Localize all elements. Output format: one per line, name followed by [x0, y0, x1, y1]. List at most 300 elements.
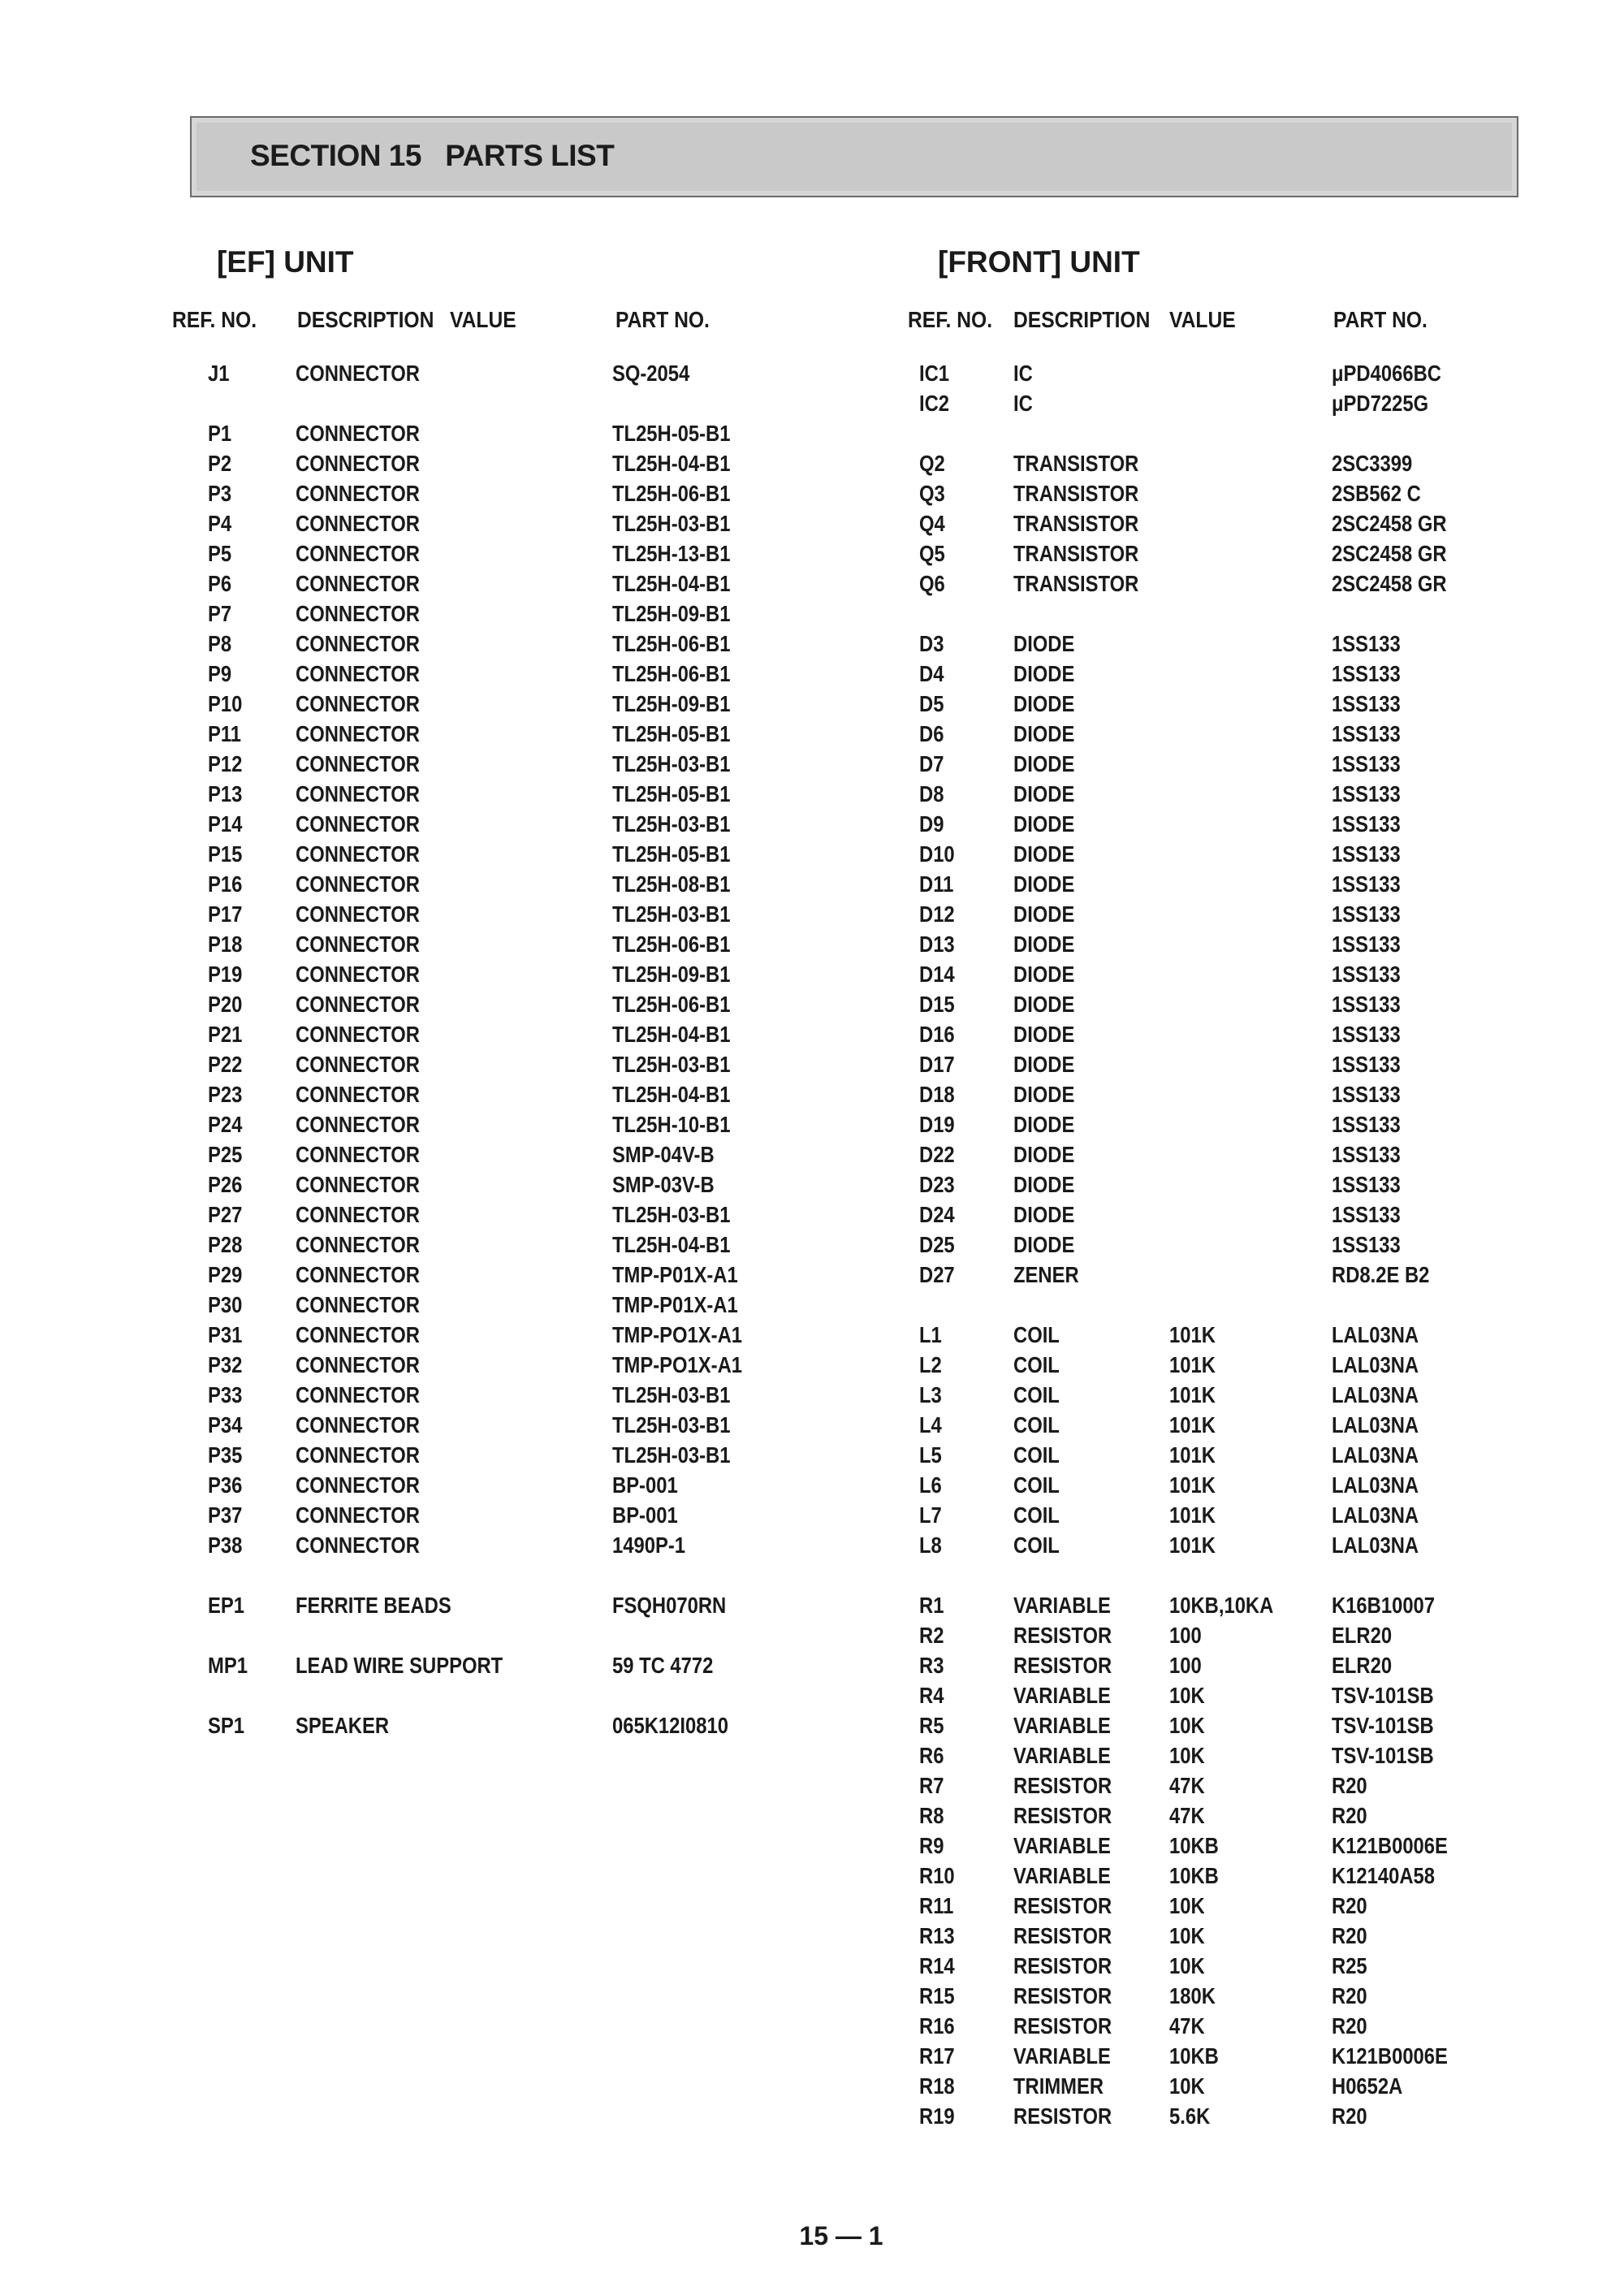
- description-cell: COIL: [1013, 1412, 1060, 1437]
- part-number-cell: 1SS133: [1332, 781, 1401, 806]
- value-cell: 47K: [1169, 1773, 1205, 1798]
- ref-cell: L4: [919, 1412, 942, 1437]
- description-cell: CONNECTOR: [296, 1232, 420, 1257]
- description-cell: TRIMMER: [1013, 2073, 1104, 2099]
- front-header-part: PART NO.: [1333, 307, 1427, 332]
- value-cell: 180K: [1169, 1983, 1216, 2008]
- part-number-cell: LAL03NA: [1332, 1382, 1419, 1407]
- value-cell: 10K: [1169, 1743, 1205, 1768]
- description-cell: CONNECTOR: [296, 1382, 420, 1407]
- ref-cell: Q4: [919, 511, 945, 536]
- part-number-cell: 1SS133: [1332, 1232, 1401, 1257]
- description-cell: CONNECTOR: [296, 421, 420, 446]
- part-number-cell: TSV-101SB: [1332, 1743, 1434, 1768]
- description-cell: RESISTOR: [1013, 1653, 1112, 1678]
- part-number-cell: TSV-101SB: [1332, 1713, 1434, 1738]
- description-cell: LEAD WIRE SUPPORT: [296, 1653, 503, 1678]
- value-cell: 101K: [1169, 1533, 1216, 1558]
- part-number-cell: 1SS133: [1332, 1082, 1401, 1107]
- description-cell: RESISTOR: [1013, 1893, 1112, 1918]
- value-cell: 10K: [1169, 2073, 1205, 2099]
- part-number-cell: μPD4066BC: [1332, 361, 1441, 386]
- part-number-cell: TL25H-06-B1: [612, 661, 731, 686]
- value-cell: 100: [1169, 1623, 1202, 1648]
- ref-cell: Q3: [919, 481, 945, 506]
- part-number-cell: BP-001: [612, 1502, 678, 1528]
- description-cell: DIODE: [1013, 811, 1075, 837]
- ref-cell: IC1: [919, 361, 950, 386]
- ref-cell: P11: [208, 721, 242, 746]
- part-number-cell: TMP-PO1X-A1: [612, 1352, 743, 1377]
- ref-cell: P19: [208, 962, 243, 987]
- description-cell: TRANSISTOR: [1013, 541, 1139, 566]
- part-number-cell: K16B10007: [1332, 1593, 1436, 1618]
- part-number-cell: TL25H-06-B1: [612, 481, 731, 506]
- value-cell: 10KB: [1169, 1863, 1219, 1888]
- value-cell: 101K: [1169, 1322, 1216, 1347]
- part-number-cell: FSQH070RN: [612, 1593, 727, 1618]
- ref-cell: D13: [919, 932, 955, 957]
- part-number-cell: TL25H-03-B1: [612, 751, 731, 776]
- description-cell: CONNECTOR: [296, 932, 420, 957]
- part-number-cell: TL25H-04-B1: [612, 1082, 731, 1107]
- description-cell: DIODE: [1013, 901, 1075, 927]
- description-cell: CONNECTOR: [296, 661, 420, 686]
- description-cell: CONNECTOR: [296, 1322, 420, 1347]
- value-cell: 10K: [1169, 1953, 1205, 1978]
- value-cell: 10K: [1169, 1713, 1205, 1738]
- ref-cell: L2: [919, 1352, 942, 1377]
- part-number-cell: 2SC3399: [1332, 451, 1413, 476]
- part-number-cell: ELR20: [1332, 1623, 1393, 1648]
- value-cell: 10K: [1169, 1683, 1205, 1708]
- ref-cell: D22: [919, 1142, 955, 1167]
- ref-cell: R2: [919, 1623, 944, 1648]
- part-number-cell: 1SS133: [1332, 661, 1401, 686]
- ref-cell: P16: [208, 871, 243, 897]
- value-cell: 10KB: [1169, 2043, 1219, 2069]
- part-number-cell: TL25H-03-B1: [612, 1382, 731, 1407]
- value-cell: 5.6K: [1169, 2103, 1211, 2129]
- description-cell: CONNECTOR: [296, 1172, 420, 1197]
- description-cell: CONNECTOR: [296, 901, 420, 927]
- part-number-cell: R20: [1332, 2103, 1367, 2129]
- description-cell: COIL: [1013, 1533, 1060, 1558]
- part-number-cell: 1SS133: [1332, 631, 1401, 656]
- ref-cell: R15: [919, 1983, 955, 2008]
- ref-cell: P37: [208, 1502, 243, 1528]
- ref-cell: R5: [919, 1713, 944, 1738]
- description-cell: VARIABLE: [1013, 1593, 1111, 1618]
- ef-header-part: PART NO.: [615, 307, 710, 332]
- part-number-cell: LAL03NA: [1332, 1412, 1419, 1437]
- description-cell: DIODE: [1013, 661, 1075, 686]
- description-cell: DIODE: [1013, 1112, 1075, 1137]
- part-number-cell: TL25H-10-B1: [612, 1112, 731, 1137]
- ref-cell: P10: [208, 691, 243, 716]
- ef-header-value: VALUE: [450, 307, 516, 332]
- ref-cell: D5: [919, 691, 944, 716]
- part-number-cell: 1SS133: [1332, 1112, 1401, 1137]
- ref-cell: P31: [208, 1322, 243, 1347]
- part-number-cell: 59 TC 4772: [612, 1653, 714, 1678]
- value-cell: 101K: [1169, 1382, 1216, 1407]
- part-number-cell: R20: [1332, 1923, 1367, 1948]
- part-number-cell: R20: [1332, 1803, 1367, 1828]
- ref-cell: D15: [919, 992, 955, 1017]
- description-cell: CONNECTOR: [296, 1202, 420, 1227]
- ref-cell: P8: [208, 631, 232, 656]
- part-number-cell: TL25H-03-B1: [612, 511, 731, 536]
- description-cell: SPEAKER: [296, 1713, 390, 1738]
- part-number-cell: LAL03NA: [1332, 1442, 1419, 1468]
- ref-cell: R1: [919, 1593, 944, 1618]
- description-cell: IC: [1013, 361, 1033, 386]
- ref-cell: D25: [919, 1232, 955, 1257]
- part-number-cell: R25: [1332, 1953, 1367, 1978]
- description-cell: RESISTOR: [1013, 1803, 1112, 1828]
- ef-header-ref: REF. NO.: [172, 307, 257, 332]
- part-number-cell: 2SB562 C: [1332, 481, 1421, 506]
- description-cell: CONNECTOR: [296, 962, 420, 987]
- part-number-cell: TL25H-05-B1: [612, 781, 731, 806]
- ref-cell: R14: [919, 1953, 955, 1978]
- description-cell: CONNECTOR: [296, 992, 420, 1017]
- description-cell: RESISTOR: [1013, 2103, 1112, 2129]
- part-number-cell: TL25H-03-B1: [612, 811, 731, 837]
- ref-cell: L7: [919, 1502, 942, 1528]
- description-cell: DIODE: [1013, 1202, 1075, 1227]
- part-number-cell: LAL03NA: [1332, 1533, 1419, 1558]
- description-cell: CONNECTOR: [296, 1262, 420, 1287]
- description-cell: COIL: [1013, 1502, 1060, 1528]
- part-number-cell: 2SC2458 GR: [1332, 571, 1447, 596]
- part-number-cell: 1SS133: [1332, 962, 1401, 987]
- description-cell: CONNECTOR: [296, 1052, 420, 1077]
- description-cell: DIODE: [1013, 751, 1075, 776]
- value-cell: 10KB,10KA: [1169, 1593, 1274, 1618]
- part-number-cell: LAL03NA: [1332, 1322, 1419, 1347]
- part-number-cell: LAL03NA: [1332, 1352, 1419, 1377]
- ref-cell: D18: [919, 1082, 955, 1107]
- ref-cell: D7: [919, 751, 944, 776]
- part-number-cell: TL25H-05-B1: [612, 841, 731, 867]
- description-cell: CONNECTOR: [296, 511, 420, 536]
- description-cell: CONNECTOR: [296, 1442, 420, 1468]
- description-cell: CONNECTOR: [296, 1412, 420, 1437]
- part-number-cell: RD8.2E B2: [1332, 1262, 1430, 1287]
- description-cell: RESISTOR: [1013, 1773, 1112, 1798]
- part-number-cell: R20: [1332, 1773, 1367, 1798]
- description-cell: RESISTOR: [1013, 1623, 1112, 1648]
- description-cell: CONNECTOR: [296, 781, 420, 806]
- description-cell: DIODE: [1013, 841, 1075, 867]
- ref-cell: D12: [919, 901, 955, 927]
- front-header-ref: REF. NO.: [908, 307, 993, 332]
- part-number-cell: TMP-P01X-A1: [612, 1262, 738, 1287]
- ref-cell: L5: [919, 1442, 942, 1468]
- description-cell: RESISTOR: [1013, 1983, 1112, 2008]
- description-cell: CONNECTOR: [296, 811, 420, 837]
- description-cell: CONNECTOR: [296, 871, 420, 897]
- description-cell: VARIABLE: [1013, 1743, 1111, 1768]
- value-cell: 47K: [1169, 2013, 1205, 2038]
- part-number-cell: TL25H-06-B1: [612, 992, 731, 1017]
- ref-cell: IC2: [919, 391, 950, 416]
- part-number-cell: TL25H-05-B1: [612, 721, 731, 746]
- part-number-cell: 1SS133: [1332, 1172, 1401, 1197]
- ef-unit-title: [EF] UNIT: [217, 245, 354, 279]
- description-cell: CONNECTOR: [296, 1352, 420, 1377]
- description-cell: CONNECTOR: [296, 751, 420, 776]
- part-number-cell: R20: [1332, 1983, 1367, 2008]
- part-number-cell: 1SS133: [1332, 841, 1401, 867]
- ref-cell: L8: [919, 1533, 942, 1558]
- part-number-cell: 1SS133: [1332, 1202, 1401, 1227]
- description-cell: COIL: [1013, 1472, 1060, 1498]
- description-cell: DIODE: [1013, 932, 1075, 957]
- part-number-cell: K12140A58: [1332, 1863, 1436, 1888]
- ref-cell: D6: [919, 721, 944, 746]
- description-cell: DIODE: [1013, 1232, 1075, 1257]
- description-cell: CONNECTOR: [296, 481, 420, 506]
- ref-cell: P17: [208, 901, 243, 927]
- ref-cell: P20: [208, 992, 243, 1017]
- part-number-cell: 1SS133: [1332, 811, 1401, 837]
- ref-cell: P6: [208, 571, 232, 596]
- description-cell: VARIABLE: [1013, 1713, 1111, 1738]
- part-number-cell: 1490P-1: [612, 1533, 685, 1558]
- section-title: SECTION 15 PARTS LIST: [250, 139, 615, 172]
- part-number-cell: TL25H-09-B1: [612, 962, 731, 987]
- ref-cell: P12: [208, 751, 243, 776]
- ref-cell: P15: [208, 841, 243, 867]
- description-cell: VARIABLE: [1013, 2043, 1111, 2069]
- description-cell: RESISTOR: [1013, 2013, 1112, 2038]
- part-number-cell: 2SC2458 GR: [1332, 511, 1447, 536]
- description-cell: CONNECTOR: [296, 721, 420, 746]
- ref-cell: R19: [919, 2103, 955, 2129]
- ref-cell: D8: [919, 781, 944, 806]
- ref-cell: R7: [919, 1773, 944, 1798]
- description-cell: CONNECTOR: [296, 1112, 420, 1137]
- ref-cell: Q5: [919, 541, 945, 566]
- part-number-cell: TSV-101SB: [1332, 1683, 1434, 1708]
- part-number-cell: LAL03NA: [1332, 1472, 1419, 1498]
- part-number-cell: BP-001: [612, 1472, 678, 1498]
- ref-cell: P38: [208, 1533, 243, 1558]
- description-cell: TRANSISTOR: [1013, 511, 1139, 536]
- ref-cell: P5: [208, 541, 232, 566]
- part-number-cell: 1SS133: [1332, 932, 1401, 957]
- part-number-cell: μPD7225G: [1332, 391, 1429, 416]
- part-number-cell: 1SS133: [1332, 691, 1401, 716]
- part-number-cell: TMP-PO1X-A1: [612, 1322, 743, 1347]
- ref-cell: P25: [208, 1142, 243, 1167]
- ref-cell: R8: [919, 1803, 944, 1828]
- part-number-cell: 1SS133: [1332, 721, 1401, 746]
- part-number-cell: TL25H-09-B1: [612, 601, 731, 626]
- part-number-cell: K121B0006E: [1332, 1833, 1448, 1858]
- part-number-cell: TMP-P01X-A1: [612, 1292, 738, 1317]
- ref-cell: D3: [919, 631, 944, 656]
- ref-cell: R11: [919, 1893, 954, 1918]
- ref-cell: R10: [919, 1863, 955, 1888]
- ref-cell: R3: [919, 1653, 944, 1678]
- description-cell: COIL: [1013, 1322, 1060, 1347]
- ref-cell: P28: [208, 1232, 243, 1257]
- part-number-cell: H0652A: [1332, 2073, 1403, 2099]
- description-cell: RESISTOR: [1013, 1923, 1112, 1948]
- ref-cell: MP1: [208, 1653, 248, 1678]
- description-cell: IC: [1013, 391, 1033, 416]
- ref-cell: D27: [919, 1262, 955, 1287]
- ref-cell: R9: [919, 1833, 944, 1858]
- description-cell: ZENER: [1013, 1262, 1079, 1287]
- ref-cell: EP1: [208, 1593, 244, 1618]
- part-number-cell: TL25H-03-B1: [612, 901, 731, 927]
- ref-cell: Q6: [919, 571, 945, 596]
- ref-cell: P30: [208, 1292, 243, 1317]
- ref-cell: P7: [208, 601, 232, 626]
- description-cell: CONNECTOR: [296, 541, 420, 566]
- description-cell: CONNECTOR: [296, 1472, 420, 1498]
- part-number-cell: TL25H-04-B1: [612, 571, 731, 596]
- description-cell: CONNECTOR: [296, 361, 420, 386]
- part-number-cell: TL25H-09-B1: [612, 691, 731, 716]
- part-number-cell: R20: [1332, 1893, 1367, 1918]
- ref-cell: P14: [208, 811, 243, 837]
- part-number-cell: TL25H-05-B1: [612, 421, 731, 446]
- description-cell: RESISTOR: [1013, 1953, 1112, 1978]
- ref-cell: P18: [208, 932, 243, 957]
- part-number-cell: 1SS133: [1332, 1022, 1401, 1047]
- description-cell: TRANSISTOR: [1013, 481, 1139, 506]
- description-cell: COIL: [1013, 1352, 1060, 1377]
- description-cell: CONNECTOR: [296, 1533, 420, 1558]
- description-cell: DIODE: [1013, 781, 1075, 806]
- ref-cell: R18: [919, 2073, 955, 2099]
- ref-cell: D4: [919, 661, 944, 686]
- part-number-cell: 1SS133: [1332, 992, 1401, 1017]
- value-cell: 10KB: [1169, 1833, 1219, 1858]
- ref-cell: P13: [208, 781, 243, 806]
- front-header-value: VALUE: [1169, 307, 1236, 332]
- description-cell: DIODE: [1013, 1082, 1075, 1107]
- part-number-cell: TL25H-08-B1: [612, 871, 731, 897]
- ref-cell: J1: [208, 361, 230, 386]
- description-cell: FERRITE BEADS: [296, 1593, 451, 1618]
- description-cell: DIODE: [1013, 721, 1075, 746]
- description-cell: CONNECTOR: [296, 631, 420, 656]
- value-cell: 10K: [1169, 1893, 1205, 1918]
- ref-cell: R17: [919, 2043, 955, 2069]
- description-cell: DIODE: [1013, 992, 1075, 1017]
- ref-cell: P24: [208, 1112, 243, 1137]
- ref-cell: P21: [208, 1022, 243, 1047]
- ref-cell: D9: [919, 811, 944, 837]
- ref-cell: R16: [919, 2013, 955, 2038]
- description-cell: CONNECTOR: [296, 1292, 420, 1317]
- ref-cell: P35: [208, 1442, 243, 1468]
- description-cell: COIL: [1013, 1442, 1060, 1468]
- ref-cell: D17: [919, 1052, 955, 1077]
- description-cell: DIODE: [1013, 631, 1075, 656]
- value-cell: 101K: [1169, 1502, 1216, 1528]
- description-cell: CONNECTOR: [296, 691, 420, 716]
- ref-cell: P27: [208, 1202, 243, 1227]
- ref-cell: D23: [919, 1172, 955, 1197]
- description-cell: DIODE: [1013, 962, 1075, 987]
- description-cell: CONNECTOR: [296, 451, 420, 476]
- ref-cell: D10: [919, 841, 955, 867]
- ef-header-desc: DESCRIPTION: [297, 307, 434, 332]
- value-cell: 47K: [1169, 1803, 1205, 1828]
- front-unit-title: [FRONT] UNIT: [938, 245, 1140, 279]
- ref-cell: P33: [208, 1382, 243, 1407]
- ref-cell: SP1: [208, 1713, 244, 1738]
- ref-cell: R13: [919, 1923, 955, 1948]
- description-cell: DIODE: [1013, 871, 1075, 897]
- part-number-cell: TL25H-04-B1: [612, 1022, 731, 1047]
- value-cell: 10K: [1169, 1923, 1205, 1948]
- part-number-cell: TL25H-04-B1: [612, 451, 731, 476]
- part-number-cell: K121B0006E: [1332, 2043, 1448, 2069]
- description-cell: CONNECTOR: [296, 1502, 420, 1528]
- section-banner: [190, 116, 1518, 197]
- ref-cell: D14: [919, 962, 955, 987]
- description-cell: TRANSISTOR: [1013, 571, 1139, 596]
- ref-cell: D11: [919, 871, 954, 897]
- part-number-cell: TL25H-03-B1: [612, 1202, 731, 1227]
- part-number-cell: ELR20: [1332, 1653, 1393, 1678]
- part-number-cell: SMP-03V-B: [612, 1172, 715, 1197]
- ref-cell: P2: [208, 451, 232, 476]
- ref-cell: P1: [208, 421, 232, 446]
- part-number-cell: 2SC2458 GR: [1332, 541, 1447, 566]
- ref-cell: P32: [208, 1352, 243, 1377]
- ref-cell: L6: [919, 1472, 942, 1498]
- description-cell: COIL: [1013, 1382, 1060, 1407]
- ref-cell: P3: [208, 481, 232, 506]
- ref-cell: P22: [208, 1052, 243, 1077]
- part-number-cell: TL25H-03-B1: [612, 1052, 731, 1077]
- description-cell: CONNECTOR: [296, 601, 420, 626]
- part-number-cell: LAL03NA: [1332, 1502, 1419, 1528]
- front-header-desc: DESCRIPTION: [1013, 307, 1151, 332]
- ref-cell: L1: [919, 1322, 942, 1347]
- value-cell: 101K: [1169, 1352, 1216, 1377]
- page-number: 15 — 1: [799, 2221, 883, 2250]
- part-number-cell: TL25H-03-B1: [612, 1442, 731, 1468]
- description-cell: DIODE: [1013, 691, 1075, 716]
- ref-cell: D19: [919, 1112, 955, 1137]
- description-cell: VARIABLE: [1013, 1863, 1111, 1888]
- value-cell: 101K: [1169, 1472, 1216, 1498]
- ref-cell: P29: [208, 1262, 243, 1287]
- part-number-cell: 1SS133: [1332, 1142, 1401, 1167]
- part-number-cell: 1SS133: [1332, 751, 1401, 776]
- ref-cell: R6: [919, 1743, 944, 1768]
- ref-cell: Q2: [919, 451, 945, 476]
- part-number-cell: 1SS133: [1332, 901, 1401, 927]
- ref-cell: P36: [208, 1472, 243, 1498]
- part-number-cell: TL25H-06-B1: [612, 631, 731, 656]
- description-cell: CONNECTOR: [296, 1082, 420, 1107]
- ref-cell: L3: [919, 1382, 942, 1407]
- value-cell: 100: [1169, 1653, 1202, 1678]
- part-number-cell: 1SS133: [1332, 871, 1401, 897]
